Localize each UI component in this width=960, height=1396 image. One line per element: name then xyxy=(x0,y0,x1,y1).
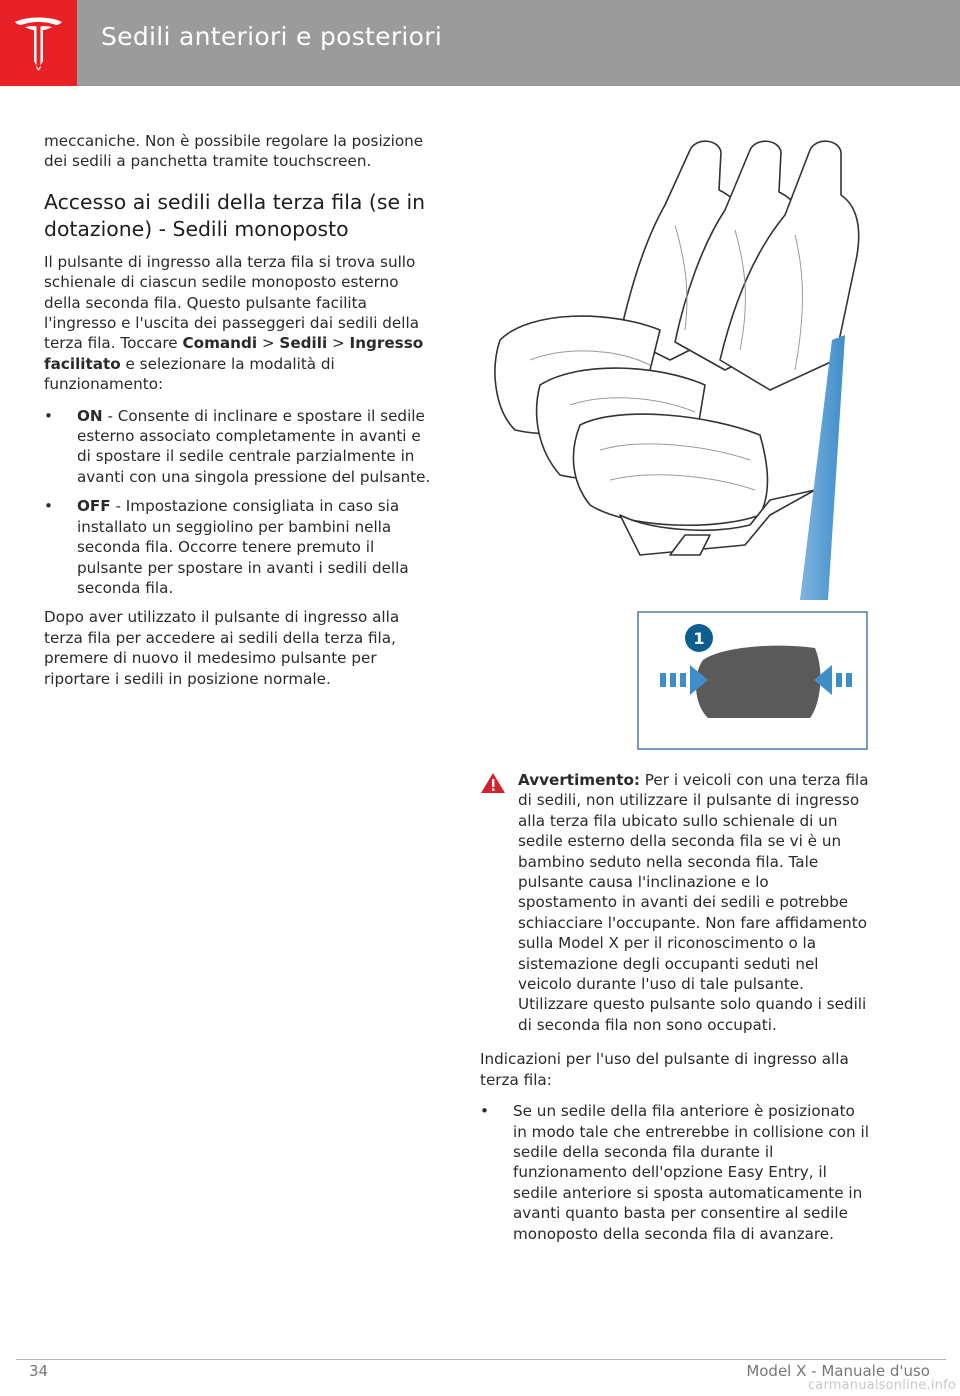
option-description: - Impostazione consigliata in caso sia installato un seggiolino per bambini nella seconda fila. Occorre tenere premuto il pulsante per spostare in avanti i sedili della seconda fila. xyxy=(77,497,409,597)
intro-paragraph: meccaniche. Non è possibile regolare la posizione dei sedili a panchetta tramite touchscreen. xyxy=(44,132,424,171)
warning-text: Per i veicoli con una terza fila di sedili, non utilizzare il pulsante di ingresso alla terza fila ubicato sullo schienale di un sedile esterno della seconda fila se vi è un bambino seduto nella seconda fila. Tale pulsante causa l'inclinazione e lo spostamento in avanti dei sedili e potrebbe schiacciare l'occupante. Non fare affidamento sulla Model X per il riconoscimento o la sistemazione degli occupanti seduti nel veicolo durante l'uso di tale pulsante. Utilizzare questo pulsante solo quando i sedili di seconda fila non sono occupati. xyxy=(518,771,869,1034)
list-item-text: Se un sedile della fila anteriore è posizionato in modo tale che entrerebbe in collisione con il sedile della seconda fila durante il funzionamento dell'opzione Easy Entry, il sedile anteriore si sposta automaticamente in avanti quanto basta per consentire al sedile monoposto della seconda fila di avanzare. xyxy=(513,1102,869,1243)
paragraph-text: Il pulsante di ingresso alla terza fila si trova sullo schienale di ciascun sedile monoposto esterno della seconda fila. Questo pulsante facilita l'ingresso e l'uscita dei passeggeri dai sedili della terza fila. Toccare xyxy=(44,252,420,353)
footer-divider xyxy=(16,1359,946,1360)
paragraph-text: e selezionare la modalità di funzionamento: xyxy=(44,354,335,394)
warning-label: Avvertimento: xyxy=(518,771,640,789)
highlight-beam xyxy=(800,335,845,600)
tesla-logo-icon xyxy=(12,13,65,71)
menu-sedili: Sedili xyxy=(279,334,328,353)
warning-icon xyxy=(480,772,506,794)
option-term: OFF xyxy=(77,497,111,516)
list-item-on xyxy=(44,406,439,488)
closing-paragraph: Dopo aver utilizzato il pulsante di ingresso alla terza fila per accedere ai sedili della terza fila, premere di nuovo il medesimo pulsante per riportare i sedili in posizione normale. xyxy=(44,608,400,688)
bullet-dot: • xyxy=(480,1102,489,1121)
bullet-dot: • xyxy=(44,497,53,516)
callout-number: 1 xyxy=(693,629,705,648)
warning-box xyxy=(480,770,872,1035)
push-button xyxy=(696,646,821,718)
bullet-dot: • xyxy=(44,406,53,425)
list-item xyxy=(480,1101,872,1244)
seat-row-outline xyxy=(495,141,859,555)
option-description: - Consente di inclinare e spostare il sedile esterno associato completamente in avanti e di spostare il sedile centrale parzialmente in avanti con una singola pressione del pulsante. xyxy=(77,406,431,486)
left-column xyxy=(44,131,439,700)
separator: > xyxy=(327,334,350,353)
list-item-off xyxy=(44,496,439,598)
menu-comandi: Comandi xyxy=(182,334,258,353)
option-term: ON xyxy=(77,406,103,425)
brand-logo-box xyxy=(0,0,77,86)
separator: > xyxy=(257,334,280,353)
page-header xyxy=(0,0,960,86)
seat-illustration xyxy=(470,130,880,755)
page-number: 34 xyxy=(29,1362,49,1380)
seat-drawing xyxy=(470,130,880,755)
right-column xyxy=(480,770,872,1253)
page-title: Sedili anteriori e posteriori xyxy=(101,22,443,51)
watermark: carmanualsonline.info xyxy=(807,1378,956,1393)
usage-paragraph: Indicazioni per l'uso del pulsante di ingresso alla terza fila: xyxy=(480,1050,849,1089)
section-heading: Accesso ai sedili della terza fila (se in dotazione) - Sedili monoposto xyxy=(44,189,426,241)
menu-ingresso-facilitato: Ingresso facilitato xyxy=(44,334,424,373)
body-paragraph xyxy=(44,252,439,395)
footer-manual-title: Model X - Manuale d'uso xyxy=(746,1362,930,1380)
